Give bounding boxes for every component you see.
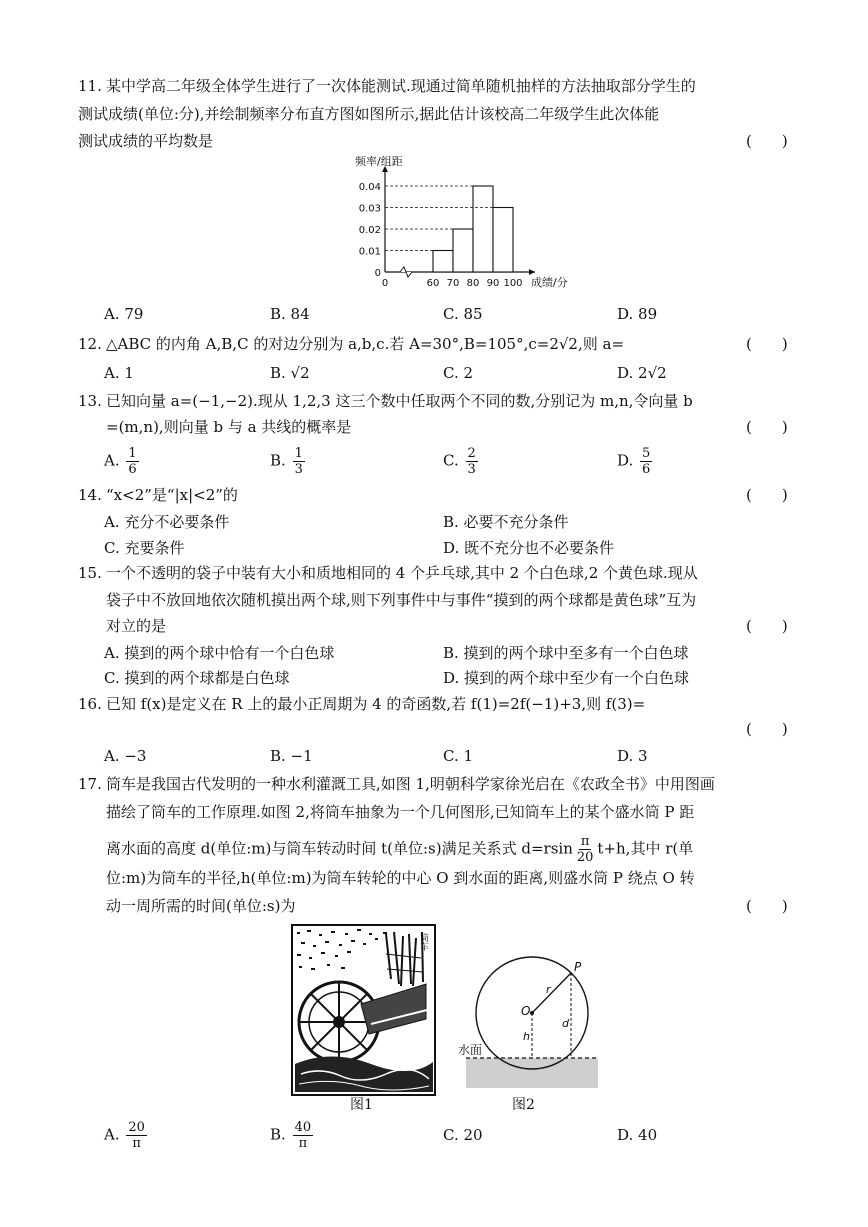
option-d	[617, 446, 654, 477]
label-o: O	[521, 1004, 531, 1018]
denominator: 3	[467, 462, 476, 477]
question-number: 14.	[78, 486, 102, 504]
numerator: 20	[128, 1120, 145, 1135]
formula-fraction	[575, 834, 596, 865]
option-c: C. 充要条件	[104, 539, 185, 557]
option-d: D. 89	[617, 305, 658, 323]
question-number: 12.	[78, 335, 102, 353]
question-number: 13.	[78, 392, 102, 410]
y-tick-label: 0.04	[358, 182, 381, 193]
answer-paren: ( )	[746, 720, 788, 738]
option-b: B. 必要不充分条件	[443, 513, 569, 531]
question-number: 11.	[78, 77, 102, 95]
label-r: r	[546, 983, 551, 996]
numerator: 1	[294, 446, 303, 461]
x-tick-label: 0	[381, 278, 389, 289]
option-b	[270, 446, 307, 477]
fraction	[640, 446, 652, 477]
question-number: 17.	[78, 775, 102, 793]
option-a: A. −3	[104, 747, 147, 765]
option-a	[104, 446, 141, 477]
fraction	[126, 1120, 147, 1151]
x-tick-label: 60	[426, 278, 440, 289]
question-text-line: 位:m)为筒车的半径,h(单位:m)为筒车转轮的中心 O 到水面的距离,则盛水筒 P 绕点 O 转	[106, 869, 695, 887]
numerator: 40	[294, 1120, 312, 1135]
x-tick-label: 70	[446, 278, 460, 289]
formula-tail: t+h,其中 r(单	[597, 839, 694, 858]
question-text-line: △ABC 的内角 A,B,C 的对边分别为 a,b,c.若 A=30°,B=105°,c=2√2,则 a=	[106, 335, 625, 353]
answer-paren: ( )	[746, 617, 788, 635]
option-d: D. 2√2	[617, 364, 667, 382]
question-text-line: 测试成绩(单位:分),并绘制频率分布直方图如图所示,据此估计该校高二年级学生此次体能	[78, 105, 660, 123]
figure-1-caption: 图1	[350, 1097, 373, 1113]
x-tick-label: 90	[486, 278, 500, 289]
label-water-surface: 水面	[458, 1043, 483, 1057]
option-label: A.	[104, 1125, 120, 1144]
numerator: 2	[467, 446, 476, 461]
option-c: C. 2	[443, 364, 474, 382]
figure-2-caption: 图2	[512, 1097, 535, 1113]
x-axis-label: 成绩/分	[531, 276, 568, 289]
numerator: 1	[128, 446, 137, 461]
question-text-line: 描绘了筒车的工作原理.如图 2,将筒车抽象为一个几何图形,已知筒车上的某个盛水筒 P 距	[106, 803, 695, 821]
figure-1-corner-text: 筒车	[418, 933, 428, 951]
formula-lead: 离水面的高度 d(单位:m)与筒车转动时间 t(单位:s)满足关系式 d=rsin	[106, 839, 573, 858]
figure-2-wheel-diagram	[458, 955, 603, 1095]
question-number: 15.	[78, 564, 102, 582]
frequency-histogram	[325, 155, 568, 298]
option-b: B. 84	[270, 305, 310, 323]
answer-paren: ( )	[746, 335, 788, 353]
x-tick-label: 80	[466, 278, 480, 289]
label-d: d	[562, 1017, 569, 1030]
question-text-line: 筒车是我国古代发明的一种水利灌溉工具,如图 1,明朝科学家徐光启在《农政全书》中用图画	[106, 775, 715, 793]
question-text-line: 袋子中不放回地依次随机摸出两个球,则下列事件中与事件“摸到的两个球都是黄色球”互为	[106, 591, 697, 609]
question-text-line: =(m,n),则向量 b 与 a 共线的概率是	[106, 418, 352, 436]
option-c: C. 1	[443, 747, 474, 765]
radius-line	[532, 973, 571, 1013]
question-number: 16.	[78, 695, 102, 713]
histogram-bar	[433, 251, 453, 273]
question-text-line	[106, 834, 693, 865]
x-axis-arrow	[529, 269, 535, 275]
fraction	[293, 1120, 314, 1151]
option-c	[443, 446, 480, 477]
fraction	[126, 446, 138, 477]
water-area	[466, 1058, 598, 1088]
option-c: C. 摸到的两个球都是白色球	[104, 669, 290, 687]
histogram-bar	[493, 208, 513, 273]
option-d: D. 3	[617, 747, 648, 765]
y-tick-label: 0.03	[358, 203, 381, 215]
option-a: A. 摸到的两个球中恰有一个白色球	[104, 644, 335, 662]
fraction	[466, 446, 478, 477]
denominator: 20	[576, 850, 594, 865]
y-tick-label: 0	[374, 268, 381, 279]
y-tick-label: 0.01	[358, 246, 381, 258]
histogram-bar	[453, 229, 473, 272]
option-value: 20	[463, 1126, 483, 1144]
option-label: C.	[443, 451, 459, 470]
x-tick-label: 100	[503, 278, 523, 289]
denominator: π	[298, 1136, 308, 1151]
answer-paren: ( )	[746, 418, 788, 436]
option-label: D.	[617, 451, 634, 470]
question-text-line: 对立的是	[106, 617, 167, 635]
option-label: B.	[270, 451, 286, 470]
option-d: D. 既不充分也不必要条件	[443, 539, 615, 557]
option-a: A. 1	[104, 364, 134, 382]
option-value: 40	[638, 1126, 658, 1144]
option-c	[443, 1124, 483, 1146]
answer-paren: ( )	[746, 486, 788, 504]
option-label: B.	[270, 1125, 286, 1144]
figure-1-waterwheel-illustration	[291, 924, 436, 1096]
option-a	[104, 1120, 149, 1151]
option-b: B. √2	[270, 364, 310, 382]
option-a: A. 79	[104, 305, 144, 323]
denominator: 3	[294, 462, 303, 477]
question-text-line: “x<2”是“|x|<2”的	[106, 486, 238, 504]
option-label: A.	[104, 451, 120, 470]
option-label: D.	[617, 1126, 634, 1144]
option-d	[617, 1124, 657, 1146]
numerator: 5	[642, 446, 651, 461]
y-tick-label: 0.02	[358, 225, 381, 236]
question-text-line: 已知向量 a=(−1,−2).现从 1,2,3 这三个数中任取两个不同的数,分别记为 m,n,令向量 b	[106, 392, 693, 410]
option-b: B. −1	[270, 747, 313, 765]
axis-break	[400, 267, 412, 277]
histogram-bar	[473, 186, 493, 272]
denominator: 6	[642, 462, 651, 477]
question-text-line: 测试成绩的平均数是	[78, 132, 214, 150]
option-label: C.	[443, 1126, 459, 1144]
y-axis-label: 频率/组距	[355, 155, 403, 168]
option-b: B. 摸到的两个球中至多有一个白色球	[443, 644, 689, 662]
numerator: π	[580, 834, 590, 849]
question-text-line: 一个不透明的袋子中装有大小和质地相同的 4 个乒乓球,其中 2 个白色球,2 个黄色球.现从	[106, 564, 698, 582]
option-d: D. 摸到的两个球中至少有一个白色球	[443, 669, 690, 687]
label-h: h	[523, 1030, 530, 1043]
fraction	[293, 446, 305, 477]
question-text-line: 动一周所需的时间(单位:s)为	[106, 897, 296, 915]
option-a: A. 充分不必要条件	[104, 513, 230, 531]
option-b	[270, 1120, 315, 1151]
option-c: C. 85	[443, 305, 483, 323]
answer-paren: ( )	[746, 132, 788, 150]
answer-paren: ( )	[746, 897, 788, 915]
question-text-line: 某中学高二年级全体学生进行了一次体能测试.现通过简单随机抽样的方法抽取部分学生的	[106, 77, 696, 95]
label-p: P	[574, 960, 582, 974]
question-text-line: 已知 f(x)是定义在 R 上的最小正周期为 4 的奇函数,若 f(1)=2f(−1)+3,则 f(3)=	[106, 695, 646, 713]
denominator: 6	[128, 462, 137, 477]
denominator: π	[132, 1136, 141, 1151]
